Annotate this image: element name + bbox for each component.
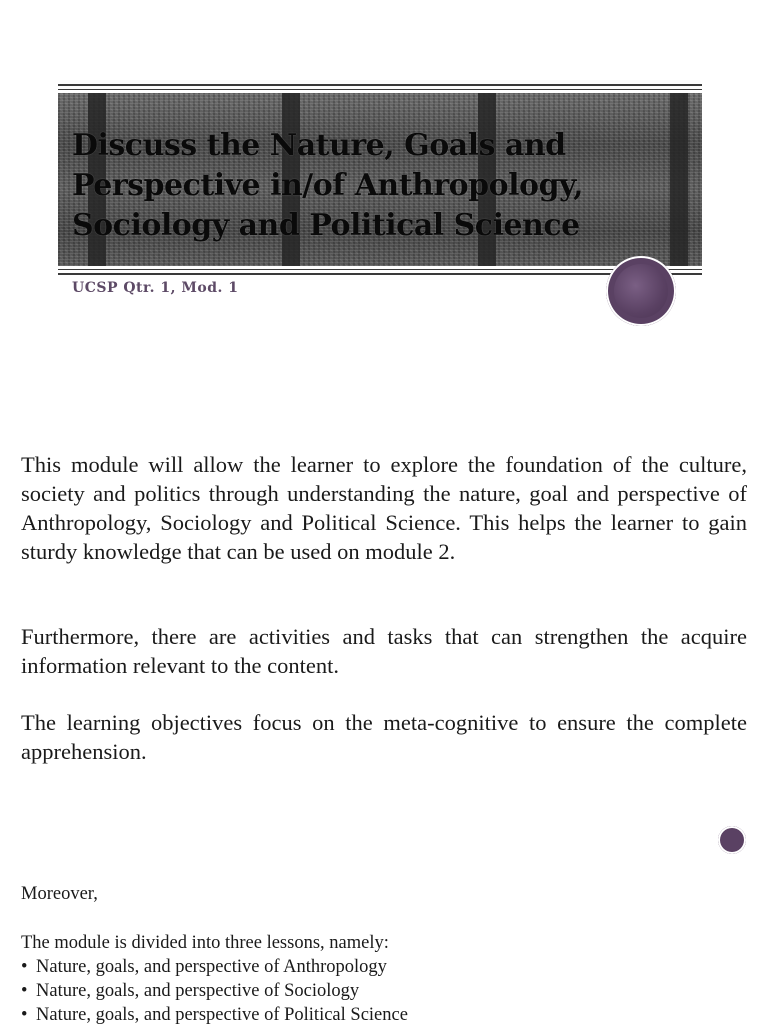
banner-bottom-thin-rule: [58, 269, 702, 270]
activities-paragraph: Furthermore, there are activities and tasks that can strengthen the acquire information relevant to the content.: [21, 624, 747, 678]
lessons-intro: The module is divided into three lessons, namely:: [21, 933, 389, 953]
lesson-label: Nature, goals, and perspective of Anthropology: [36, 957, 387, 977]
circle-badge-icon: [606, 256, 676, 326]
objectives-paragraph: The learning objectives focus on the meta-cognitive to ensure the complete apprehension.: [21, 710, 747, 764]
title-banner: [58, 84, 702, 276]
page-title: Discuss the Nature, Goals and Perspective in/of Anthropology, Sociology and Political Science: [72, 128, 584, 243]
banner-top-rule: [58, 84, 702, 86]
lesson-list: [21, 955, 408, 1027]
bullet-icon: •: [21, 957, 28, 977]
lesson-label: Nature, goals, and perspective of Political Science: [36, 1005, 408, 1025]
bullet-icon: •: [21, 1005, 28, 1025]
banner-top-thin-rule: [58, 89, 702, 90]
circle-dot-icon: [718, 826, 746, 854]
moreover-label: Moreover,: [21, 884, 98, 904]
bullet-icon: •: [21, 981, 28, 1001]
module-subtitle: UCSP Qtr. 1, Mod. 1: [72, 280, 239, 296]
intro-paragraph: This module will allow the learner to explore the foundation of the culture, society and politics through understanding the nature, goal and perspective of Anthropology, Sociology and Political Science. This helps the learner to gain sturdy knowledge that can be used on module 2.: [21, 452, 747, 564]
list-item: [21, 955, 408, 979]
banner-stripe: [670, 93, 688, 266]
circle-badge-inner: [614, 264, 668, 318]
list-item: [21, 1003, 408, 1027]
list-item: [21, 979, 408, 1003]
banner-bottom-rule: [58, 273, 702, 275]
lesson-label: Nature, goals, and perspective of Sociology: [36, 981, 360, 1001]
